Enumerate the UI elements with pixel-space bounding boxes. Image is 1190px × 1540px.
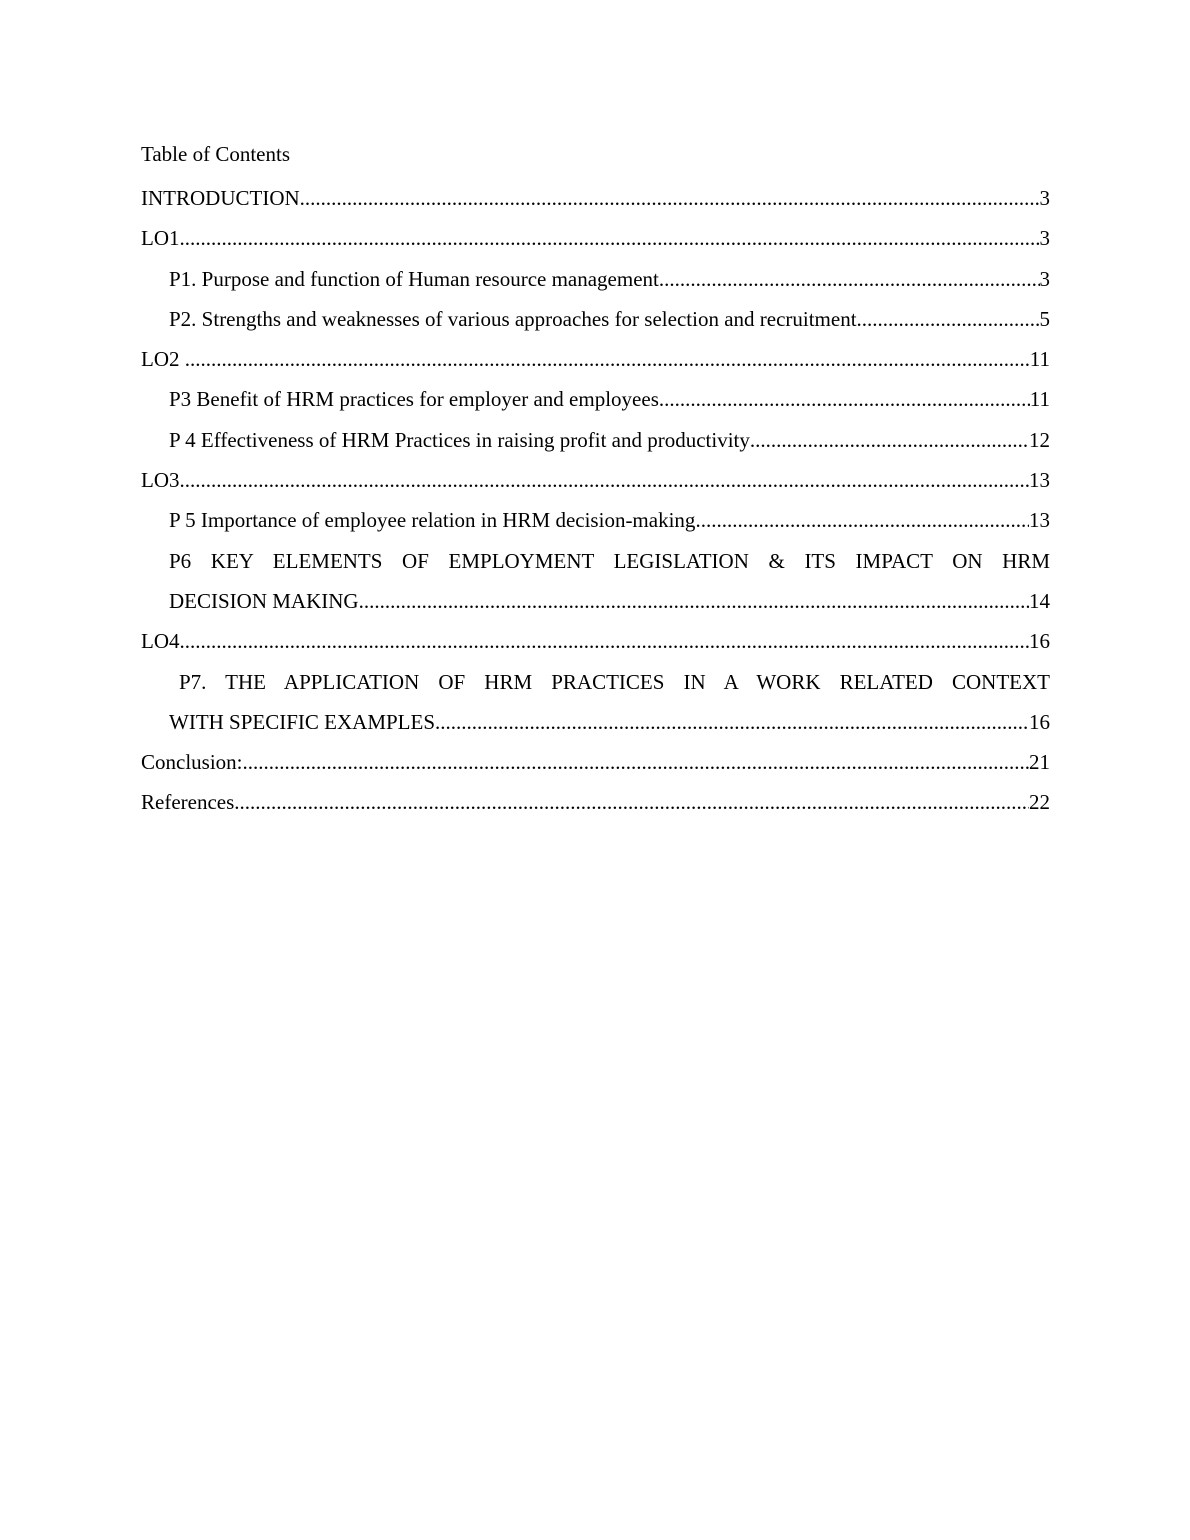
toc-entry-label-line1: P7. THE APPLICATION OF HRM PRACTICES IN A WORK RELATED CONTEXT bbox=[179, 669, 1050, 694]
toc-entry-lo1[interactable] bbox=[141, 218, 1050, 258]
toc-entry-conclusion[interactable] bbox=[141, 742, 1050, 782]
toc-title: Table of Contents bbox=[141, 142, 290, 166]
toc-entry-label: P 4 Effectiveness of HRM Practices in raising profit and productivity bbox=[169, 427, 750, 452]
toc-entry-p4[interactable] bbox=[141, 420, 1050, 460]
toc-entry-lo4[interactable] bbox=[141, 621, 1050, 661]
toc-entry-label: P1. Purpose and function of Human resource management bbox=[169, 266, 659, 291]
dot-leader bbox=[185, 339, 1030, 379]
toc-page-number: 13 bbox=[1029, 468, 1050, 493]
toc-entry-label: LO3 bbox=[141, 468, 180, 493]
dot-leader bbox=[180, 621, 1030, 661]
toc-entry-references[interactable] bbox=[141, 782, 1050, 822]
toc-page-number: 11 bbox=[1029, 347, 1050, 372]
toc-page-number: 3 bbox=[1039, 266, 1050, 291]
dot-leader bbox=[435, 702, 1029, 742]
dot-leader bbox=[659, 259, 1040, 299]
toc-page-number: 22 bbox=[1029, 790, 1050, 815]
toc-entry-label: References bbox=[141, 790, 235, 815]
toc-entry-label: P3 Benefit of HRM practices for employer and employees bbox=[169, 387, 659, 412]
toc-page-number: 16 bbox=[1029, 629, 1050, 654]
toc-page-number: 21 bbox=[1029, 750, 1050, 775]
toc-page-number: 16 bbox=[1029, 709, 1050, 734]
toc-page-number: 3 bbox=[1039, 186, 1050, 210]
toc-entry-label: P2. Strengths and weaknesses of various approaches for selection and recruitment bbox=[169, 306, 857, 331]
toc-entry-label: Conclusion: bbox=[141, 750, 243, 775]
toc-entry-p6[interactable] bbox=[141, 541, 1050, 622]
toc-list bbox=[141, 178, 1050, 823]
toc-page-number: 5 bbox=[1039, 306, 1050, 331]
dot-leader bbox=[695, 500, 1029, 540]
dot-leader bbox=[300, 178, 1040, 218]
toc-page-number: 3 bbox=[1039, 226, 1050, 251]
toc-page-number: 13 bbox=[1029, 508, 1050, 533]
dot-leader bbox=[359, 581, 1029, 621]
toc-entry-p1[interactable] bbox=[141, 259, 1050, 299]
dot-leader bbox=[234, 782, 1029, 822]
toc-entry-label-line2: DECISION MAKING bbox=[169, 588, 359, 613]
toc-entry-label-line2: WITH SPECIFIC EXAMPLES bbox=[169, 709, 436, 734]
toc-entry-label: P 5 Importance of employee relation in HRM decision-making bbox=[169, 508, 696, 533]
toc-entry-label-line1: P6 KEY ELEMENTS OF EMPLOYMENT LEGISLATION & ITS IMPACT ON HRM bbox=[169, 548, 1050, 573]
toc-entry-introduction[interactable] bbox=[141, 178, 1050, 218]
toc-page-number: 11 bbox=[1029, 387, 1050, 412]
dot-leader bbox=[180, 218, 1040, 258]
toc-entry-label: LO4 bbox=[141, 629, 180, 654]
dot-leader bbox=[659, 379, 1030, 419]
toc-entry-label: INTRODUCTION bbox=[141, 186, 300, 210]
document-page bbox=[141, 138, 1050, 823]
dot-leader bbox=[857, 299, 1040, 339]
dot-leader bbox=[750, 420, 1029, 460]
toc-entry-label: LO2 bbox=[141, 347, 185, 372]
toc-entry-p3[interactable] bbox=[141, 379, 1050, 419]
toc-entry-p2[interactable] bbox=[141, 299, 1050, 339]
toc-entry-label: LO1 bbox=[141, 226, 180, 251]
toc-entry-p7[interactable] bbox=[141, 662, 1050, 743]
toc-page-number: 14 bbox=[1029, 588, 1050, 613]
dot-leader bbox=[180, 460, 1030, 500]
toc-entry-p5[interactable] bbox=[141, 500, 1050, 540]
dot-leader bbox=[243, 742, 1029, 782]
toc-entry-lo2[interactable] bbox=[141, 339, 1050, 379]
toc-entry-lo3[interactable] bbox=[141, 460, 1050, 500]
toc-page-number: 12 bbox=[1029, 427, 1050, 452]
